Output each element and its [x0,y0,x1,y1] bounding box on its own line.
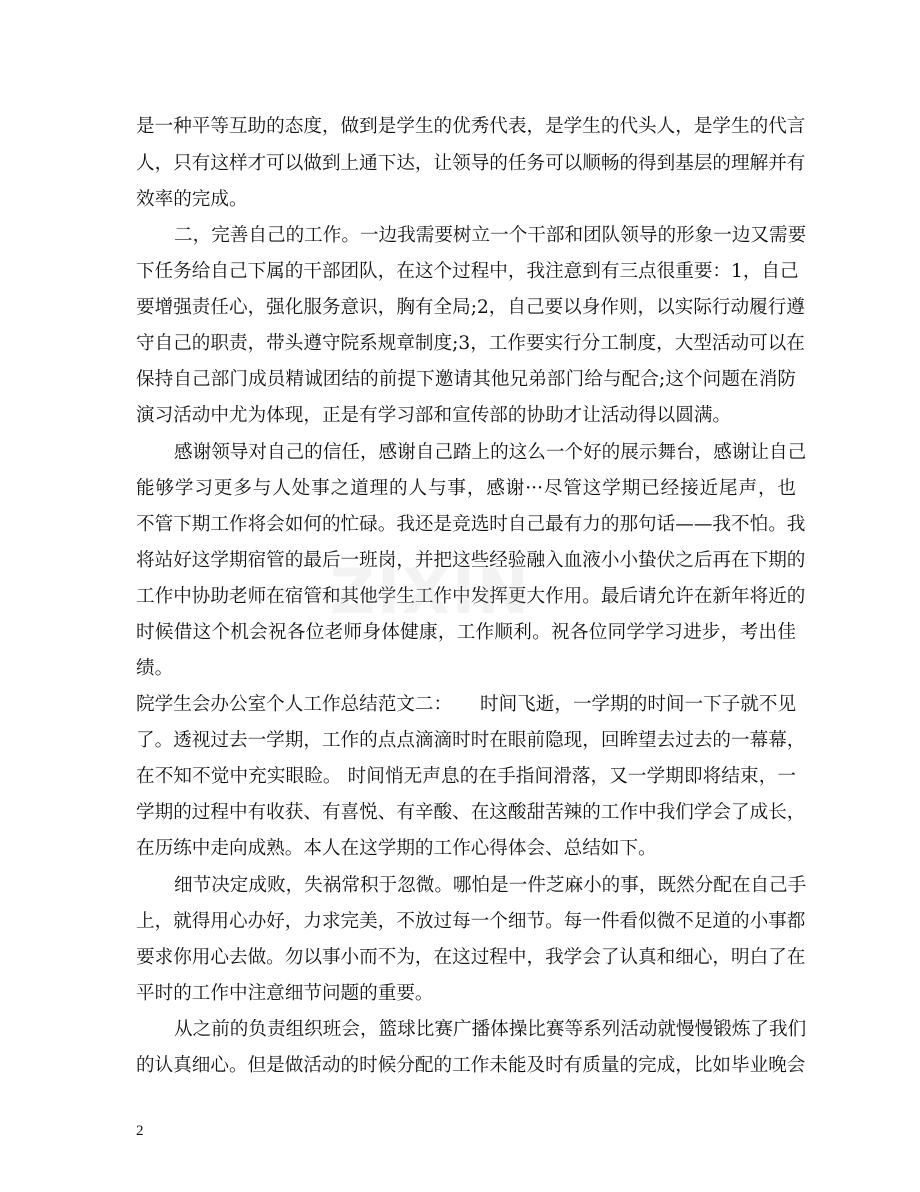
watermark: ZIXIN [330,555,531,628]
text-line: 时候借这个机会祝各位老师身体健康，工作顺利。祝各位同学学习进步，考出佳 [136,622,796,643]
text-line: 是一种平等互助的态度，做到是学生的优秀代表，是学生的代头人，是学生的代言 [136,116,806,137]
paragraph-start-line: 从之前的负责组织班会，篮球比赛广播体操比赛等系列活动就慢慢锻炼了我们 [174,1019,807,1040]
paragraph-start-line: 感谢领导对自己的信任，感谢自己踏上的这么一个好的展示舞台，感谢让自己 [174,442,807,463]
text-line: 要增强责任心，强化服务意识，胸有全局;2，自己要以身作则，以实际行动履行遵 [136,297,805,318]
text-line: 的认真细心。但是做活动的时候分配的工作未能及时有质量的完成，比如毕业晚会 [136,1055,806,1076]
text-line: 演习活动中尤为体现，正是有学习部和宣传部的协助才让活动得以圆满。 [136,405,732,426]
text-line: 平时的工作中注意细节问题的重要。 [136,983,434,1004]
text-line: 将站好这学期宿管的最后一班岗，并把这些经验融入血液小小蛰伏之后再在下期的 [136,550,806,571]
text-line: 上，就得用心办好，力求完美，不放过每一个细节。每一件看似微不足道的小事都 [136,911,806,932]
section-title-line: 院学生会办公室个人工作总结范文二： 时间飞逝，一学期的时间一下子就不见 [136,694,797,715]
text-line: 学期的过程中有收获、有喜悦、有辛酸、在这酸甜苦辣的工作中我们学会了成长， [136,802,806,823]
text-line: 守自己的职责，带头遵守院系规章制度;3，工作要实行分工制度，大型活动可以在 [136,333,805,354]
text-line: 要求你用心去做。勿以事小而不为，在这过程中，我学会了认真和细心，明白了在 [136,947,806,968]
text-line: 保持自己部门成员精诚团结的前提下邀请其他兄弟部门给与配合;这个问题在消防 [136,369,796,390]
text-line: 不管下期工作将会如何的忙碌。我还是竞选时自己最有力的那句话——我不怕。我 [136,514,806,535]
text-line: 效率的完成。 [136,189,248,210]
text-line: 能够学习更多与人处事之道理的人与事，感谢···尽管这学期已经接近尾声，也 [136,478,796,499]
paragraph-start-line: 二，完善自己的工作。一边我需要树立一个干部和团队领导的形象一边又需要 [174,225,807,246]
text-line: 下任务给自己下属的干部团队，在这个过程中，我注意到有三点很重要：1，自己 [136,261,799,282]
text-line: 在历练中走向成熟。本人在这学期的工作心得体会、总结如下。 [136,838,657,859]
text-line: 绩。 [136,658,174,679]
text-line: 人，只有这样才可以做到上通下达，让领导的任务可以顺畅的得到基层的理解并有 [136,153,806,174]
text-line: 在不知不觉中充实眼睑。 时间悄无声息的在手指间滑落，又一学期即将结束，一 [136,766,796,787]
text-line: 工作中协助老师在宿管和其他学生工作中发挥更大作用。最后请允许在新年将近的 [136,586,806,607]
paragraph-start-line: 细节决定成败，失祸常积于忽微。哪怕是一件芝麻小的事，既然分配在自己手 [174,875,807,896]
page-number: 2 [136,1123,144,1139]
text-line: 了。透视过去一学期，工作的点点滴滴时时在眼前隐现，回眸望去过去的一幕幕， [136,730,806,751]
